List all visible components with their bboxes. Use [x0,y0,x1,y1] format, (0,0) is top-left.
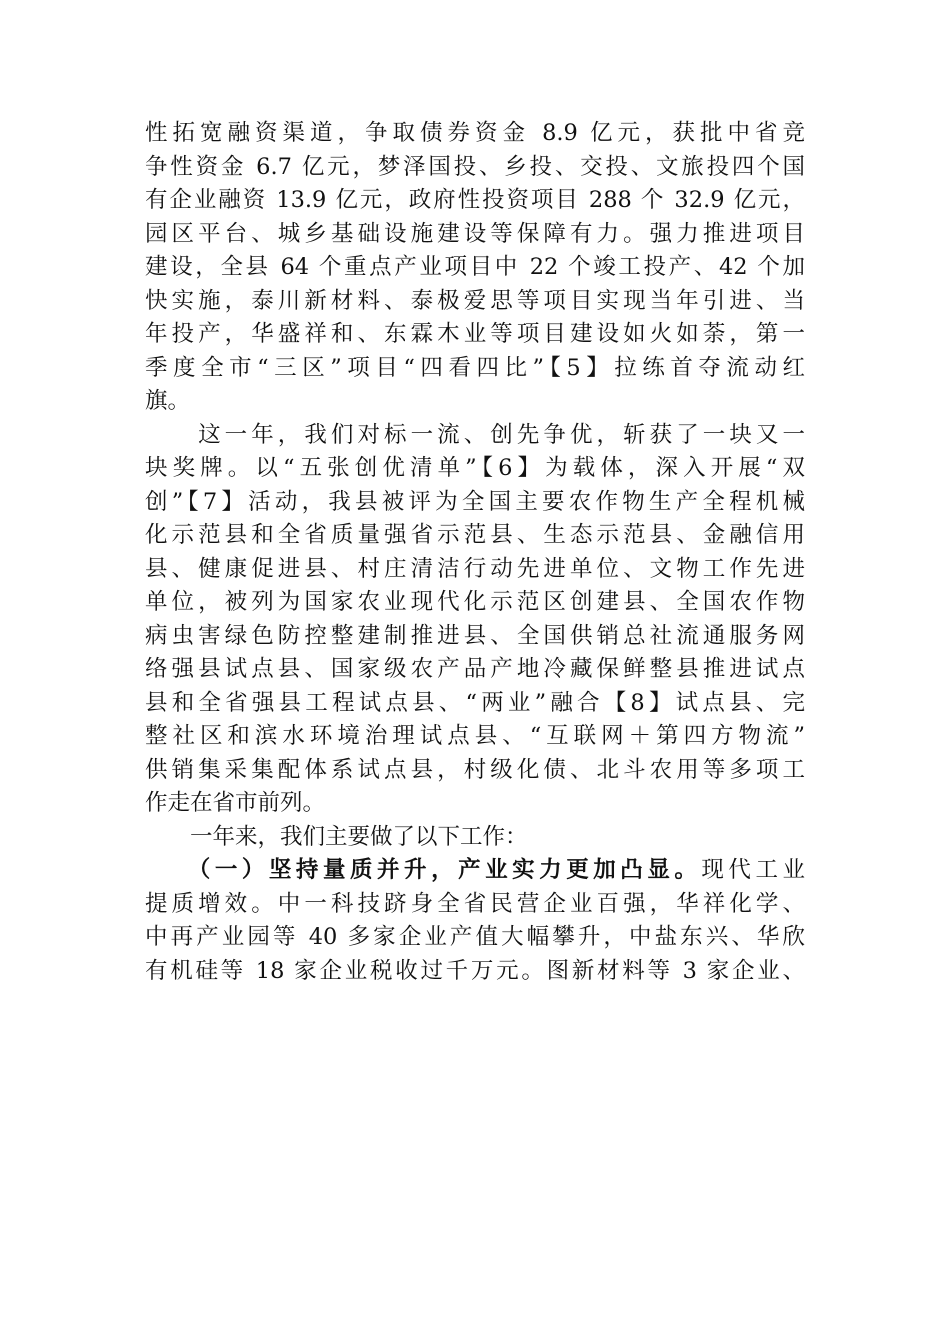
text-line: 一年来，我们主要做了以下工作： [145,823,528,850]
text-line: 块奖牌。以“五张创优清单”【6】为载体，深入开展“双 [145,455,805,481]
text-line: 提质增效。中一科技跻身全省民营企业百强，华祥化学、 [145,890,805,917]
text-line: 县、健康促进县、村庄清洁行动先进单位、文物工作先进 [145,555,805,582]
text-line: 络强县试点县、国家级农产品产地冷藏保鲜整县推进试点 [145,656,805,682]
text-line: 整社区和滨水环境治理试点县、“互联网＋第四方物流” [145,723,805,749]
text-line: 中再产业园等 40 多家企业产值大幅攀升，中盐东兴、华欣 [145,924,805,950]
paragraph-industry [145,854,805,988]
text-line: 作走在省市前列。 [145,790,326,816]
text-line-with-heading [145,854,805,888]
text-line: 病虫害绿色防控整建制推进县、全国供销总社流通服务网 [145,622,805,649]
text-line: 年投产，华盛祥和、东霖木业等项目建设如火如荼，第一 [145,321,805,347]
text-line: 季度全市“三区”项目“四看四比”【5】拉练首夺流动红 [145,354,805,381]
text-line: 性拓宽融资渠道，争取债券资金 8.9 亿元，获批中省竞 [145,120,805,146]
text-line: 创”【7】活动，我县被评为全国主要农作物生产全程机械 [145,488,805,515]
text-line: 争性资金 6.7 亿元，梦泽国投、乡投、交投、文旅投四个国 [145,153,805,180]
text-line: 供销集采集配体系试点县，村级化债、北斗农用等多项工 [145,756,805,783]
paragraph-intro [145,821,805,855]
text-line: 单位，被列为国家农业现代化示范区创建县、全国农作物 [145,589,805,615]
text-line: 有企业融资 13.9 亿元，政府性投资项目 288 个 32.9 亿元， [145,187,805,213]
text-line: 快实施，泰川新材料、泰极爱思等项目实现当年引进、当 [145,287,805,314]
text-line: 有机硅等 18 家企业税收过千万元。图新材料等 3 家企业、 [145,957,805,984]
section-heading: （一）坚持量质并升，产业实力更加凸显。 [145,857,702,883]
document-body [145,117,805,988]
paragraph-financing [145,117,805,419]
paragraph-awards [145,419,805,821]
text-line: 这一年，我们对标一流、创先争优，斩获了一块又一 [145,421,805,448]
text-run: 现代工业 [701,857,805,883]
text-line: 建设，全县 64 个重点产业项目中 22 个竣工投产、42 个加 [145,254,805,280]
text-line: 县和全省强县工程试点县、“两业”融合【8】试点县、完 [145,689,805,716]
text-line: 园区平台、城乡基础设施建设等保障有力。强力推进项目 [145,220,805,247]
text-line: 化示范县和全省质量强省示范县、生态示范县、金融信用 [145,522,805,548]
text-line: 旗。 [145,388,191,414]
